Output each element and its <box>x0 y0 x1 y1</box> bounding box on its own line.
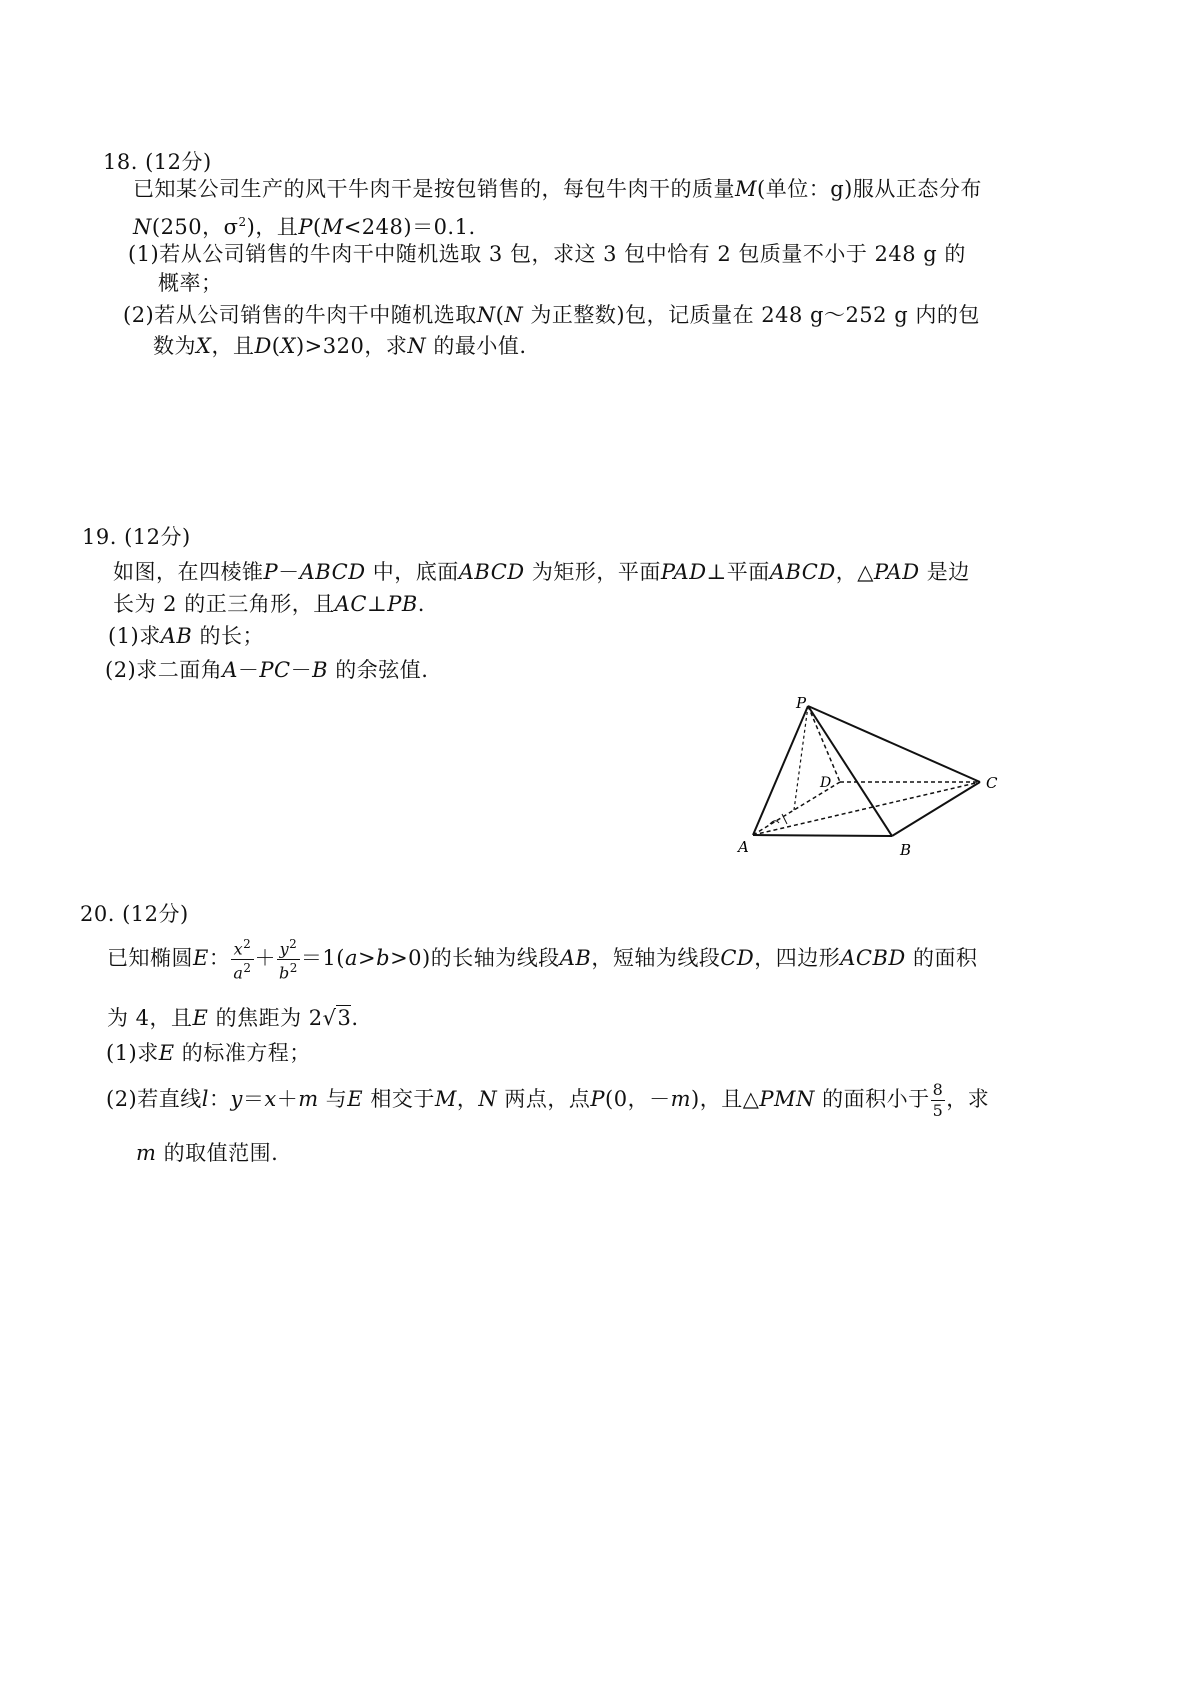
q20-header: 20. (12分) <box>80 902 189 926</box>
fraction-x2-a2: $\frac{x^2}{a^2}$ <box>233 936 252 983</box>
label-b: B <box>900 841 912 859</box>
q20-line1: 已知椭圆E： $\frac{x^2}{a^2}$ ＋ $\frac{y^2}{b^2}$ ＝1(a>b>0)的长轴为线段AB，短轴为线段CD，四边形ACBD 的面积 <box>107 936 978 983</box>
q18-intro-line1: 已知某公司生产的风干牛肉干是按包销售的，每包牛肉干的质量M(单位：g)服从正态分布 <box>133 177 982 201</box>
edge-ac <box>753 782 980 835</box>
q19-part1: (1)求AB 的长； <box>108 624 265 648</box>
q18-part2-line2: 数为X，且D(X)>320，求N 的最小值. <box>153 334 527 358</box>
q18-part1-line2: 概率； <box>158 271 223 295</box>
q20-line2: 为 4，且E 的焦距为 2√3. <box>107 1006 359 1030</box>
q20-part2-line2: m 的取值范围. <box>136 1141 279 1165</box>
q18-part1-line1: (1)若从公司销售的牛肉干中随机选取 3 包，求这 3 包中恰有 2 包质量不小于 248 g 的 <box>128 242 966 266</box>
label-d: D <box>820 775 832 791</box>
q18-header: 18. (12分) <box>103 150 212 174</box>
q19-part2: (2)求二面角A－PC－B 的余弦值. <box>105 658 429 682</box>
q18-intro-line2: N(250，$\sigma^2$)，且P(M<248)＝0.1. <box>133 215 476 239</box>
edge-bc <box>892 782 980 836</box>
edge-pa <box>753 706 808 835</box>
label-p: P <box>796 694 807 712</box>
label-c: C <box>986 774 998 792</box>
q18-part2-line1: (2)若从公司销售的牛肉干中随机选取N(N 为正整数)包，记质量在 248 g～252 g 内的包 <box>123 303 980 327</box>
q19-line2: 长为 2 的正三角形，且AC⊥PB. <box>113 592 425 616</box>
q19-header: 19. (12分) <box>82 525 191 549</box>
q20-part1: (1)求E 的标准方程； <box>106 1041 311 1065</box>
edge-ab <box>753 835 892 836</box>
q19-line1: 如图，在四棱锥P－ABCD 中，底面ABCD 为矩形，平面PAD⊥平面ABCD，△PAD 是边 <box>113 560 970 584</box>
label-a: A <box>738 838 749 856</box>
fraction-8-5: $\frac{8}{5}$ <box>932 1080 944 1120</box>
fraction-y2-b2: $\frac{y^2}{b^2}$ <box>279 936 298 983</box>
pyramid-figure <box>730 690 1020 870</box>
q20-part2: (2)若直线l：y＝x＋m 与E 相交于M，N 两点，点P(0，－m)，且△PMN 的面积小于 $\frac{8}{5}$ ，求 <box>106 1080 990 1120</box>
edge-pc <box>808 706 980 782</box>
